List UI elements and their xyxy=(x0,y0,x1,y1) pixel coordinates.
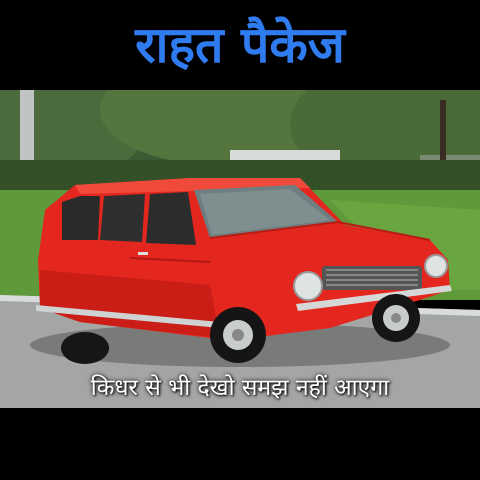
car-photo xyxy=(0,90,480,408)
meme-caption: किधर से भी देखो समझ नहीं आएगा xyxy=(90,375,390,401)
meme-title: राहत पैकेज xyxy=(135,16,345,74)
bottom-black-band xyxy=(0,408,480,480)
